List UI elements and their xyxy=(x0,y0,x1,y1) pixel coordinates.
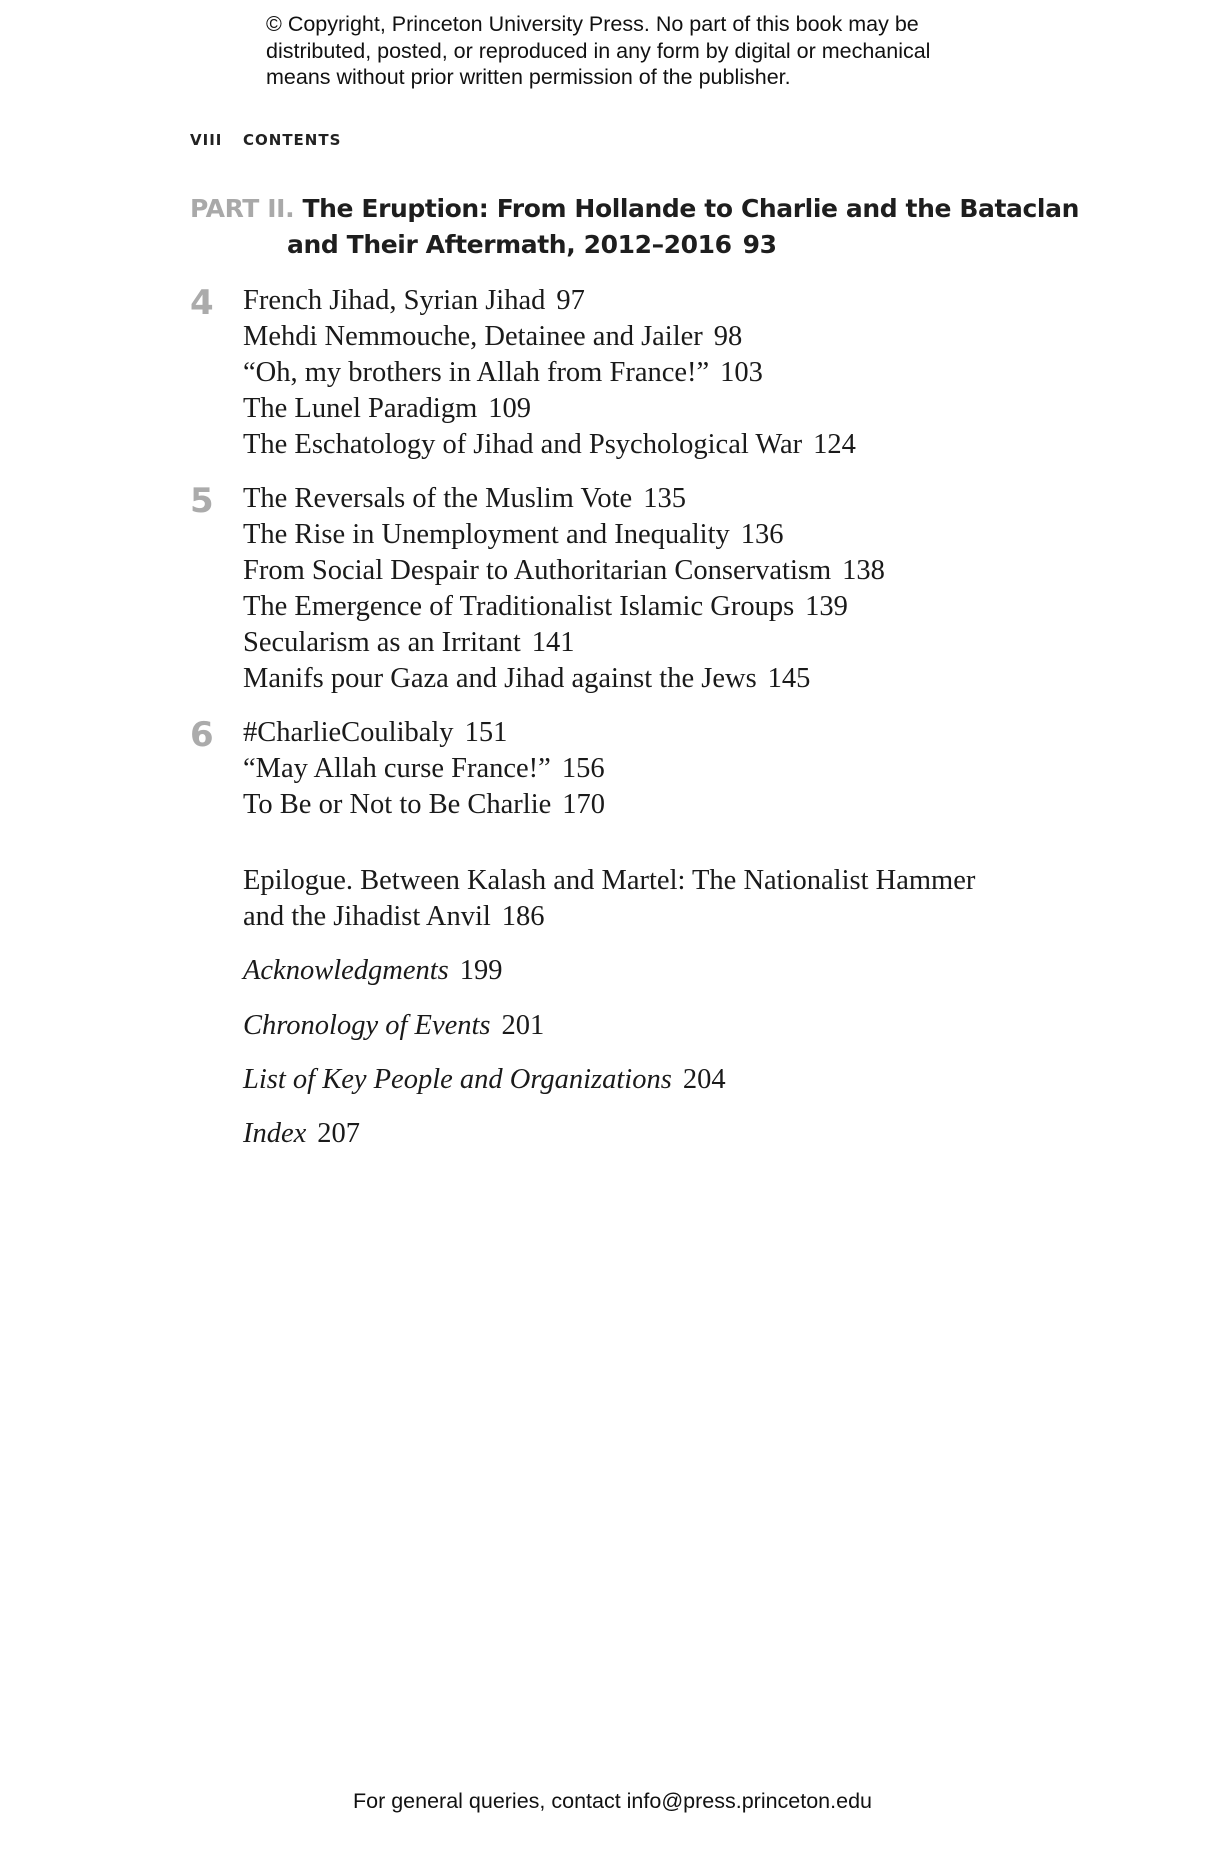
chapter-number: 4 xyxy=(190,283,214,323)
toc-entry xyxy=(243,427,1090,463)
back-matter-key-people xyxy=(243,1062,1143,1098)
back-matter-page: 199 xyxy=(459,955,503,986)
copyright-line: © Copyright, Princeton University Press. No part of this book may be xyxy=(266,12,919,36)
chapter-entries xyxy=(243,481,1090,697)
chapter-4 xyxy=(190,283,1090,463)
toc-entry xyxy=(243,751,1090,787)
back-matter-acknowledgments xyxy=(243,953,1143,989)
part-title-italic: Charlie xyxy=(740,194,838,223)
toc-entry xyxy=(243,715,1090,751)
toc-entry-page: 156 xyxy=(561,753,605,784)
toc-entry-page: 109 xyxy=(488,393,532,424)
part-title-end: and the Bataclan xyxy=(845,194,1079,223)
epilogue-line-1: Epilogue. Between Kalash and Martel: The Nationalist Hammer xyxy=(243,865,976,896)
toc-entry-title: Mehdi Nemmouche, Detainee and Jailer xyxy=(243,321,703,352)
part-heading-line-1 xyxy=(190,191,1079,227)
epilogue-page: 186 xyxy=(501,901,545,932)
toc-entry-title: The Lunel Paradigm xyxy=(243,393,478,424)
toc-entry-title: From Social Despair to Authoritarian Conservatism xyxy=(243,555,832,586)
chapter-6 xyxy=(190,715,1090,823)
toc-entry xyxy=(243,355,1090,391)
back-matter-title: Index xyxy=(243,1118,307,1149)
copyright-line: distributed, posted, or reproduced in any form by digital or mechanical xyxy=(266,38,931,63)
toc-entry xyxy=(243,661,1090,697)
epilogue-line-2 xyxy=(243,899,1143,935)
toc-entry-title: Secularism as an Irritant xyxy=(243,627,521,658)
chapter-number: 6 xyxy=(190,715,214,755)
chapter-number: 5 xyxy=(190,481,214,521)
back-matter-chronology xyxy=(243,1008,1143,1044)
copyright-notice xyxy=(266,11,1026,91)
part-page-number: 93 xyxy=(742,230,777,259)
toc-entry-page: 139 xyxy=(805,591,848,622)
toc-entry-title: The Eschatology of Jihad and Psychological War xyxy=(243,429,803,460)
toc-entry-page: 170 xyxy=(562,789,606,820)
toc-entry-title: The Emergence of Traditionalist Islamic Groups xyxy=(243,591,795,622)
toc-entry-title: #CharlieCoulibaly xyxy=(243,717,454,748)
toc-entry-page: 151 xyxy=(464,717,508,748)
toc-entry-page: 138 xyxy=(842,555,885,586)
back-matter-page: 207 xyxy=(317,1118,361,1149)
toc-entry xyxy=(243,319,1090,355)
toc-entry-title: The Rise in Unemployment and Inequality xyxy=(243,519,730,550)
epilogue-entry xyxy=(243,863,1143,935)
back-matter-page: 204 xyxy=(682,1064,726,1095)
copyright-line: means without prior written permission of the publisher. xyxy=(266,65,791,89)
back-matter-title: List of Key People and Organizations xyxy=(243,1064,672,1095)
toc-entry-page: 136 xyxy=(740,519,784,550)
toc-entry-page: 98 xyxy=(713,321,743,352)
toc-entry-page: 97 xyxy=(556,285,585,316)
toc-entry xyxy=(243,283,1090,319)
chapter-5 xyxy=(190,481,1090,697)
toc-entry xyxy=(243,391,1090,427)
toc-entry-title: Manifs pour Gaza and Jihad against the Jews xyxy=(243,663,757,694)
back-matter-title: Acknowledgments xyxy=(243,955,449,986)
chapter-entries xyxy=(243,283,1090,463)
toc-entry-title: “Oh, my brothers in Allah from France!” xyxy=(243,357,710,388)
part-label: PART II. xyxy=(190,194,295,223)
toc-entry-title: French Jihad, Syrian Jihad xyxy=(243,285,546,316)
part-heading xyxy=(190,191,1079,263)
toc-entry xyxy=(243,625,1090,661)
chapter-entries xyxy=(243,715,1090,823)
toc-entry xyxy=(243,589,1090,625)
toc-entry xyxy=(243,553,1090,589)
running-head xyxy=(190,131,341,149)
back-matter-title: Chronology of Events xyxy=(243,1010,491,1041)
part-title-start: The Eruption: From Hollande to xyxy=(302,194,733,223)
toc-entry-page: 145 xyxy=(767,663,811,694)
back-matter-index xyxy=(243,1116,1143,1152)
toc-entry xyxy=(243,517,1090,553)
toc-entry-page: 141 xyxy=(531,627,575,658)
toc-entry-title: “May Allah curse France!” xyxy=(243,753,551,784)
epilogue-title-end: and the Jihadist Anvil xyxy=(243,901,491,932)
page-folio: VIII xyxy=(190,131,223,149)
running-head-title: CONTENTS xyxy=(243,131,342,149)
toc-entry-title: The Reversals of the Muslim Vote xyxy=(243,483,633,514)
toc-entry-page: 135 xyxy=(643,483,686,514)
contact-footer: For general queries, contact info@press.princeton.edu xyxy=(352,1789,872,1813)
toc-entry-page: 124 xyxy=(813,429,856,460)
part-title-line-2: and Their Aftermath, 2012–2016 xyxy=(287,230,732,259)
part-heading-line-2 xyxy=(190,227,1079,263)
back-matter-page: 201 xyxy=(501,1010,545,1041)
toc-entry xyxy=(243,481,1090,517)
toc-entry-page: 103 xyxy=(720,357,763,388)
toc-entry xyxy=(243,787,1090,823)
toc-entry-title: To Be or Not to Be Charlie xyxy=(243,789,552,820)
